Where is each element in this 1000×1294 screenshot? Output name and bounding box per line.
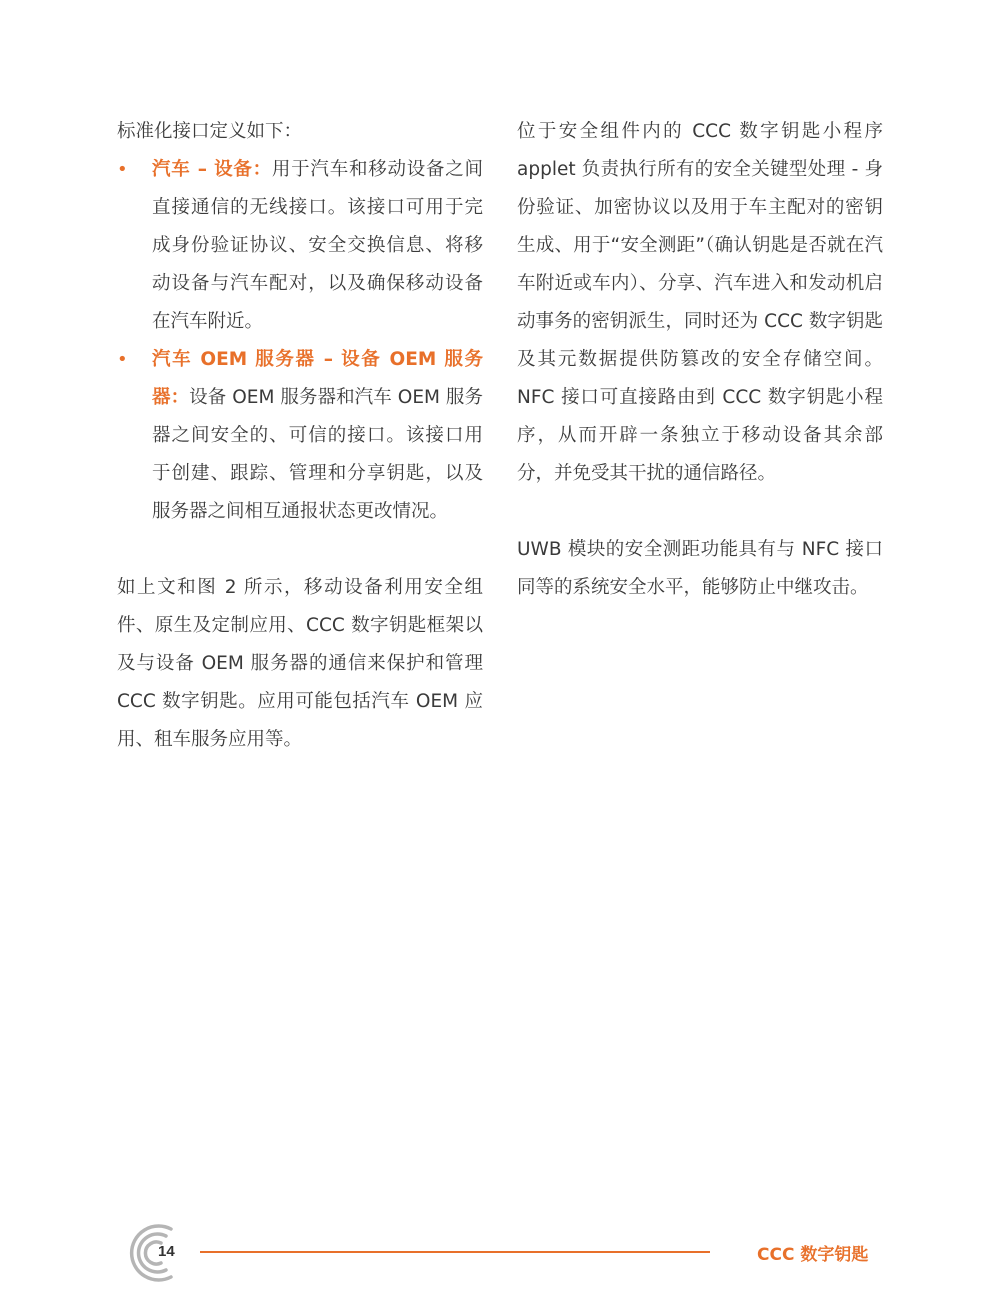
body-paragraph: 如上文和图 2 所示，移动设备利用安全组件、原生及定制应用、CCC 数字钥匙框架以及与设备 OEM 服务器的通信来保护和管理 CCC 数字钥匙。应用可能包括汽车 OEM 应用、租车服务应用等。 [117,577,483,750]
body-paragraph: 位于安全组件内的 CCC 数字钥匙小程序 applet 负责执行所有的安全关键型处理 - 身份验证、加密协议以及用于车主配对的密钥生成、用于“安全测距”（确认钥匙是否就在汽车附近或车内）、分享、汽车进入和发动机启动事务的密钥派生，同时还为 CCC 数字钥匙及其元数据提供防篡改的安全存储空间。NFC 接口可直接路由到 CCC 数字钥匙小程序，从而开辟一条独立于移动设备其余部分，并免受其干扰的通信路径。 [517,121,883,484]
left-column [117,113,483,759]
bullet-icon: • [117,159,128,180]
list-item [117,151,483,341]
interface-list [117,151,483,531]
footer-title: CCC 数字钥匙 [757,1245,869,1265]
list-item-term: 汽车 OEM 服务器 – 设备 OEM 服务器： [152,349,483,408]
list-item [117,341,483,531]
body-paragraph: UWB 模块的安全测距功能具有与 NFC 接口同等的系统安全水平，能够防止中继攻击。 [517,539,883,598]
list-item-text: 设备 OEM 服务器和汽车 OEM 服务器之间安全的、可信的接口。该接口用于创建、跟踪、管理和分享钥匙，以及服务器之间相互通报状态更改情况。 [152,387,483,522]
footer-divider [200,1251,710,1253]
list-item-text: 用于汽车和移动设备之间直接通信的无线接口。该接口可用于完成身份验证协议、安全交换信息、将移动设备与汽车配对，以及确保移动设备在汽车附近。 [152,159,483,332]
ccc-arc-logo-icon [126,1223,186,1283]
interface-intro: 标准化接口定义如下： [117,121,303,142]
list-item-term: 汽车 – 设备： [152,159,272,180]
right-column [517,113,883,607]
bullet-icon: • [117,349,128,370]
page-number: 14 [158,1243,175,1260]
